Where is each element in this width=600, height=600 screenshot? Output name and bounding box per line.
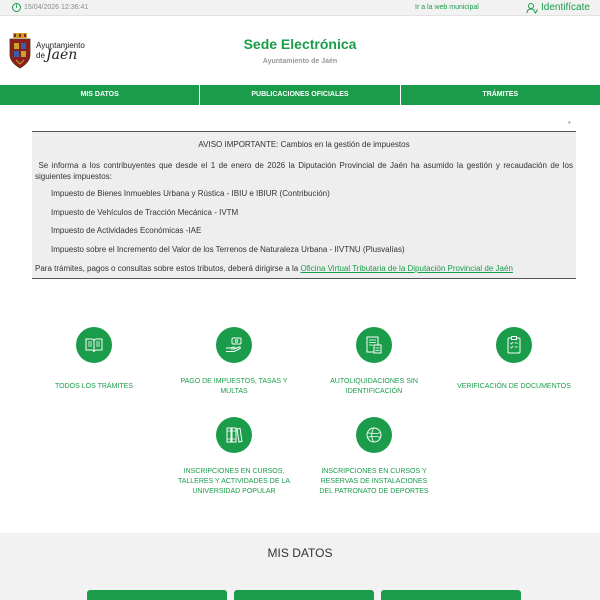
mis-datos-section (0, 533, 600, 600)
notice-item: Impuesto de Bienes Inmuebles Urbana y Rústica - IBIU e IBIUR (Contribución) (51, 189, 330, 198)
service-document-verification[interactable] (454, 327, 574, 407)
books-icon (216, 417, 252, 453)
service-label: INSCRIPCIONES EN CURSOS Y RESERVAS DE INSTALACIONES DEL PATRONATO DE DEPORTES (319, 468, 429, 495)
clipboard-check-icon (496, 327, 532, 363)
service-popular-university[interactable] (174, 417, 294, 502)
page-subtitle: Ayuntamiento de Jaén (262, 58, 338, 65)
mis-datos-card[interactable] (234, 590, 374, 600)
tab-tramites[interactable]: TRÁMITES (482, 91, 519, 98)
service-all-procedures[interactable] (34, 327, 154, 407)
mis-datos-card[interactable] (87, 590, 227, 600)
logo-line-1: Ayuntamiento (36, 41, 85, 50)
timestamp: 15/04/2026 12:36:41 (24, 4, 89, 11)
section-title: MIS DATOS (267, 546, 333, 560)
notice-marker: * (568, 121, 571, 128)
notice-footer-text: Para trámites, pagos o consultas sobre estos tributos, deberá dirigirse a la (35, 264, 299, 273)
service-tax-payment[interactable] (174, 327, 294, 407)
tab-publicaciones-oficiales[interactable]: PUBLICACIONES OFICIALES (200, 85, 400, 105)
form-document-icon (356, 327, 392, 363)
notice-intro (35, 160, 573, 182)
tab-mis-datos[interactable]: MIS DATOS (0, 85, 200, 105)
municipal-web-link[interactable]: Ir a la web municipal (415, 4, 479, 11)
service-self-assessment[interactable] (314, 327, 434, 407)
top-bar (0, 0, 600, 16)
notice-item: Impuesto sobre el Incremento del Valor de los Terrenos de Naturaleza Urbana - IIVTNU (Plusvalías) (51, 245, 405, 254)
notice-item: Impuesto de Vehículos de Tracción Mecánica - IVTM (51, 208, 239, 217)
clock-icon: i (12, 3, 21, 12)
service-label: TODOS LOS TRÁMITES (55, 383, 133, 390)
notice-footer (35, 264, 513, 273)
page-title: Sede Electrónica (243, 36, 357, 52)
tax-office-link[interactable]: Oficina Virtual Tributaria de la Diputación Provincial de Jaén (300, 264, 513, 273)
notice-intro-text: Se informa a los contribuyentes que desde el 1 de enero de 2026 la Diputación Provincial de Jaén ha asumido la gestión y recaudación de los siguientes impuestos: (35, 161, 573, 181)
logo-line-2: de (36, 51, 45, 60)
book-icon (76, 327, 112, 363)
main-nav (0, 85, 600, 105)
service-label: VERIFICACIÓN DE DOCUMENTOS (457, 383, 571, 390)
login-link[interactable]: Identifícate (541, 2, 590, 13)
logo-line-3: Jaén (46, 47, 78, 63)
service-label: AUTOLIQUIDACIONES SIN IDENTIFICACIÓN (330, 378, 418, 395)
notice-box (32, 131, 576, 279)
mis-datos-card[interactable] (381, 590, 521, 600)
service-label: PAGO DE IMPUESTOS, TASAS Y MULTAS (180, 378, 288, 395)
notice-title: AVISO IMPORTANTE: Cambios en la gestión de impuestos (198, 140, 410, 149)
service-label: INSCRIPCIONES EN CURSOS, TALLERES Y ACTIVIDADES DE LA UNIVERSIDAD POPULAR (177, 468, 291, 495)
ball-icon (356, 417, 392, 453)
service-sports-board[interactable] (314, 417, 434, 502)
user-icon[interactable] (526, 2, 538, 14)
payment-hand-icon (216, 327, 252, 363)
notice-item: Impuesto de Actividades Económicas -IAE (51, 226, 202, 235)
